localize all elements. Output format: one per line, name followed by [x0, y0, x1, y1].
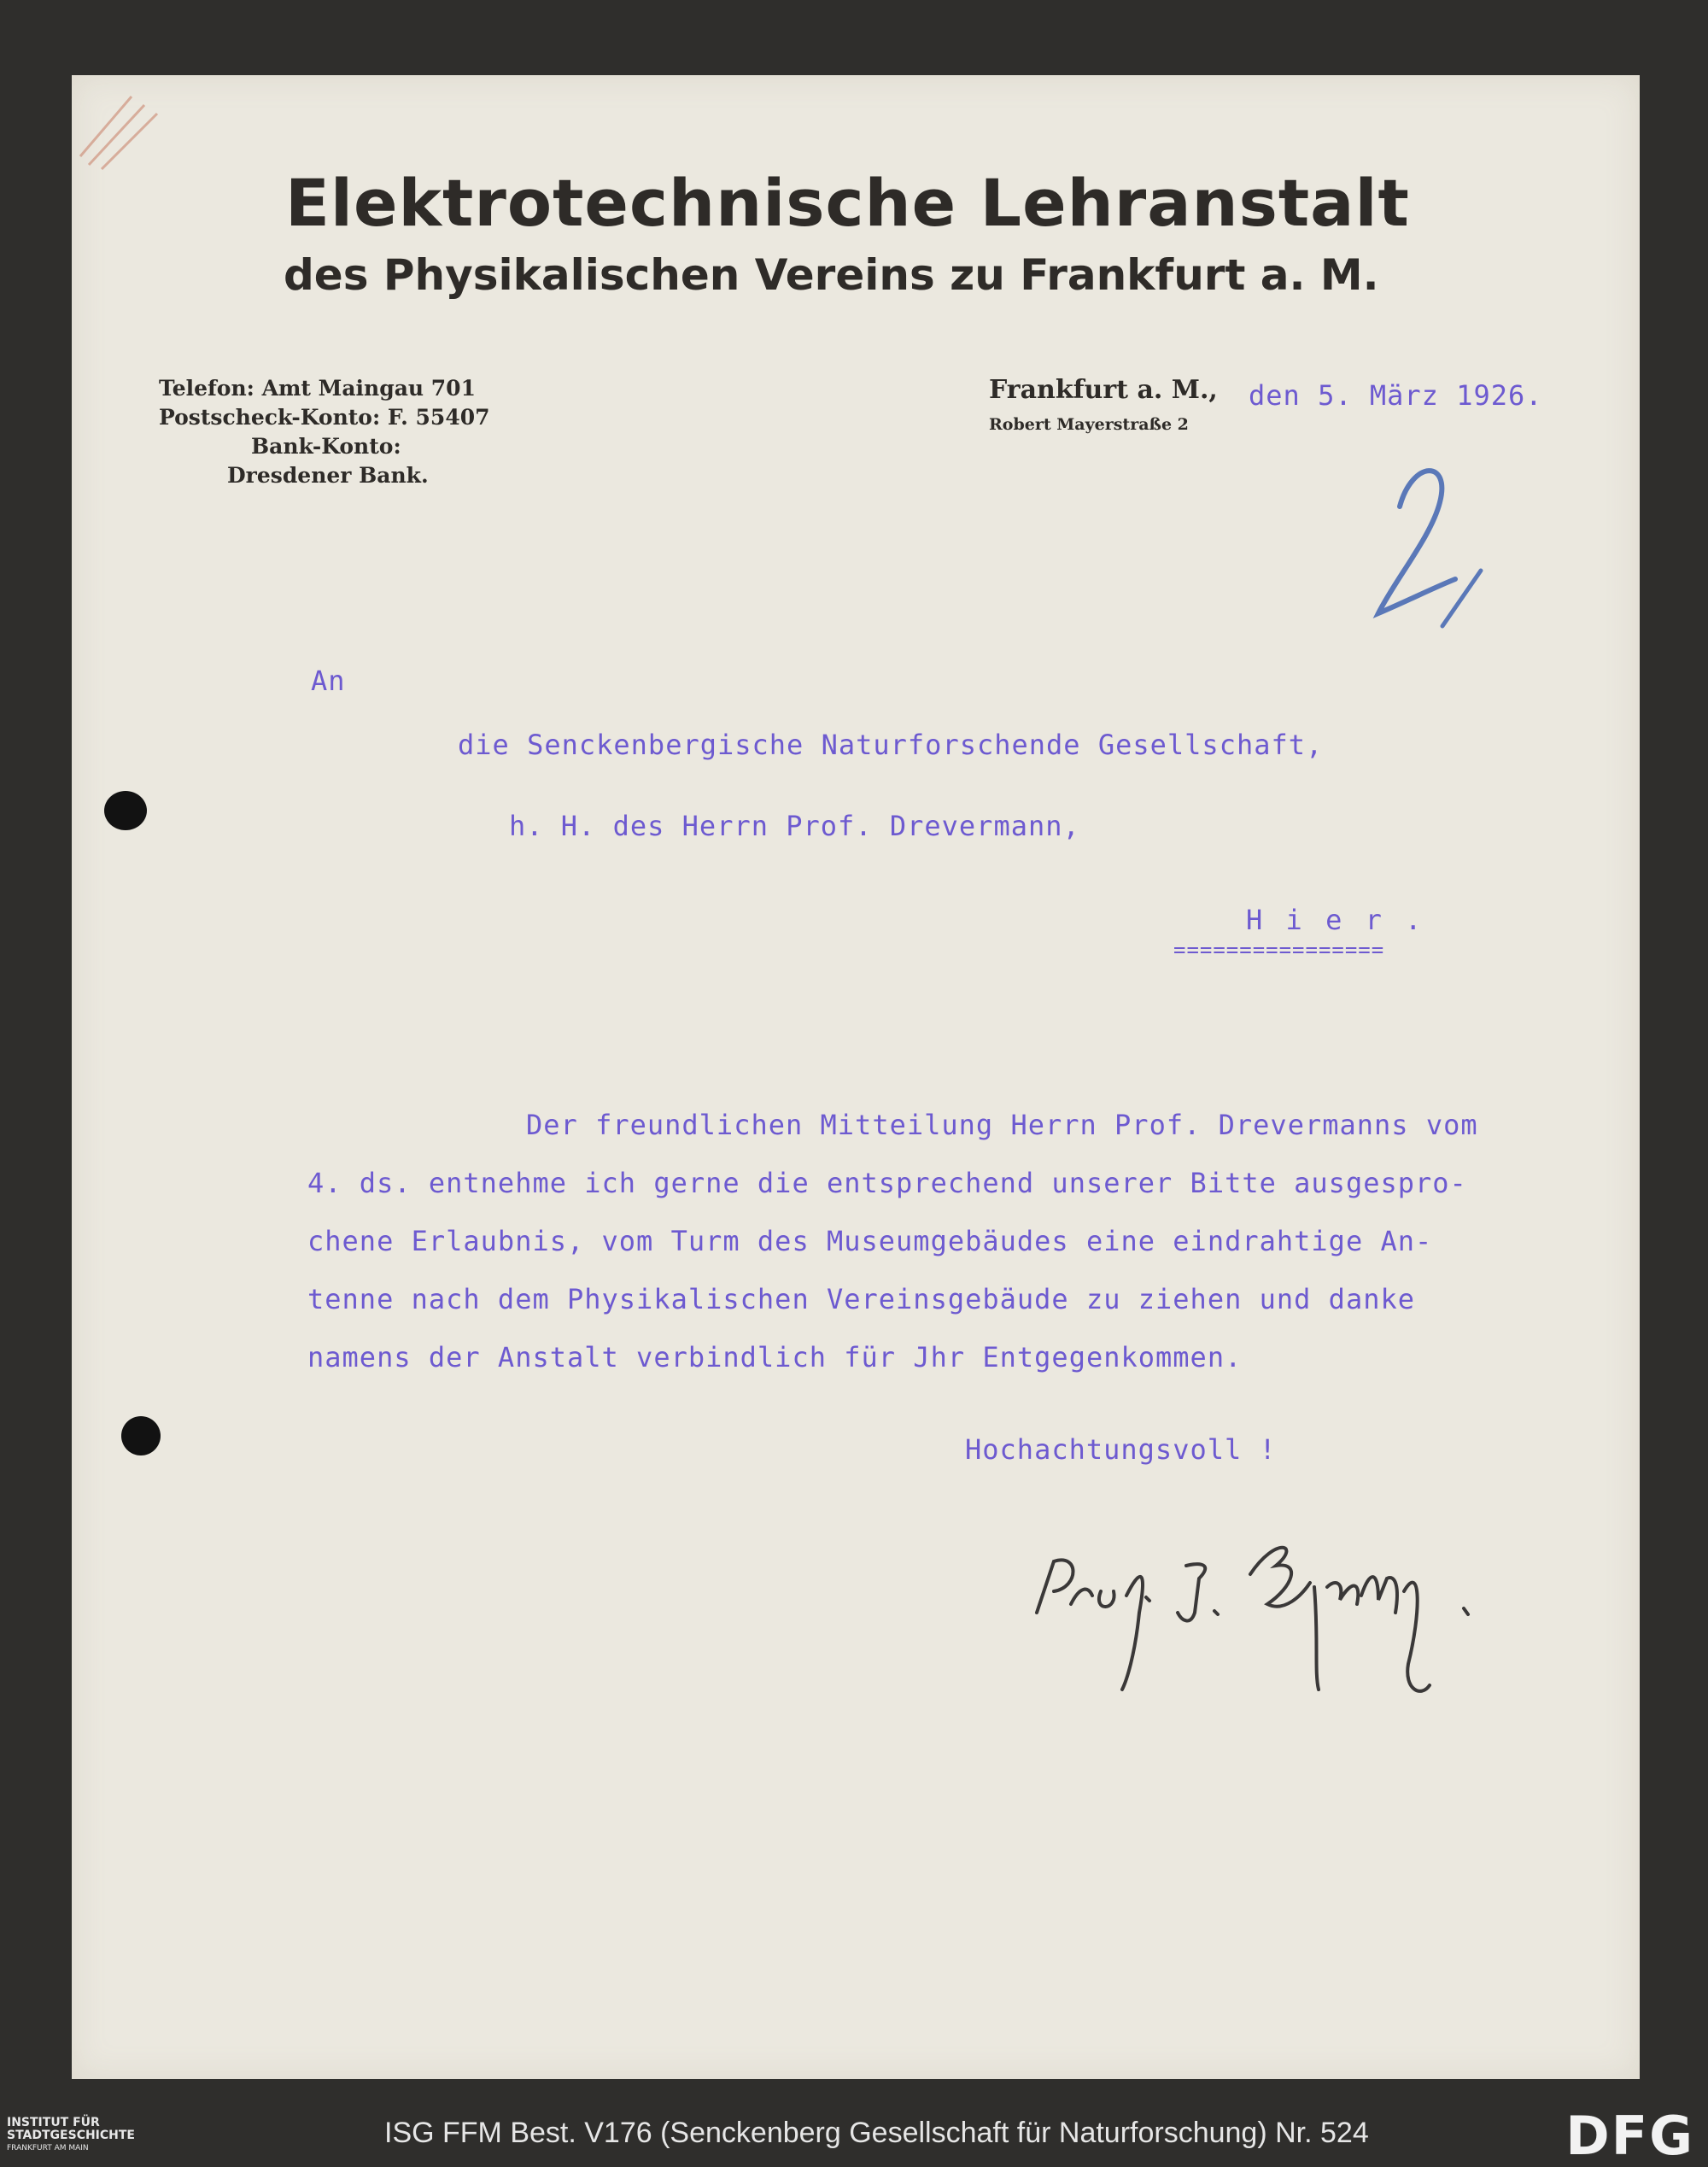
closing: Hochachtungsvoll !: [965, 1433, 1277, 1466]
sender-bank-name: Dresdener Bank.: [227, 463, 429, 488]
letterhead-subtitle: des Physikalischen Vereins zu Frankfurt a. M.: [284, 250, 1379, 300]
institution-line-3: FRANKFURT AM MAIN: [7, 2144, 89, 2152]
recipient-attention: h. H. des Herrn Prof. Drevermann,: [509, 810, 1080, 842]
body-line-3: chene Erlaubnis, vom Turm des Museumgebäudes eine eindrahtige An-: [307, 1225, 1433, 1257]
archive-footer: [0, 2100, 1708, 2167]
archive-caption: ISG FFM Best. V176 (Senckenberg Gesellschaft für Naturforschung) Nr. 524: [384, 2117, 1369, 2149]
institution-line-2: STADTGESCHICHTE: [7, 2129, 135, 2142]
recipient-organization: die Senckenbergische Naturforschende Gesellschaft,: [458, 729, 1324, 761]
institution-label: [7, 2117, 135, 2155]
punch-hole-top: [104, 791, 147, 830]
sender-bank-label: Bank-Konto:: [251, 434, 401, 459]
letterhead-title: Elektrotechnische Lehranstalt: [285, 165, 1410, 241]
recipient-underline: ================: [1173, 938, 1385, 962]
dfg-logo: DFG: [1565, 2105, 1694, 2167]
sender-telefon: Telefon: Amt Maingau 701: [159, 376, 476, 401]
body-line-2: 4. ds. entnehme ich gerne die entsprechend unserer Bitte ausgespro-: [307, 1167, 1467, 1199]
body-line-5: namens der Anstalt verbindlich für Jhr Entgegenkommen.: [307, 1341, 1243, 1373]
body-line-1: Der freundlichen Mitteilung Herrn Prof. Drevermanns vom: [526, 1109, 1478, 1141]
signature-image: [1020, 1485, 1498, 1707]
sender-street: Robert Mayerstraße 2: [989, 415, 1189, 434]
sender-postscheck: Postscheck-Konto: F. 55407: [159, 405, 490, 430]
recipient-prefix: An: [311, 665, 346, 697]
punch-hole-bottom: [121, 1416, 161, 1455]
recipient-locality: H i e r .: [1246, 904, 1425, 936]
body-line-4: tenne nach dem Physikalischen Vereinsgebäude zu ziehen und danke: [307, 1283, 1415, 1315]
letter-sheet: [72, 75, 1640, 2079]
letter-date: den 5. März 1926.: [1249, 379, 1543, 412]
corner-mark: [72, 75, 174, 178]
institution-line-1: INSTITUT FÜR: [7, 2116, 100, 2129]
pencil-annotation-2: [1361, 442, 1498, 639]
sender-city: Frankfurt a. M.,: [989, 375, 1218, 405]
